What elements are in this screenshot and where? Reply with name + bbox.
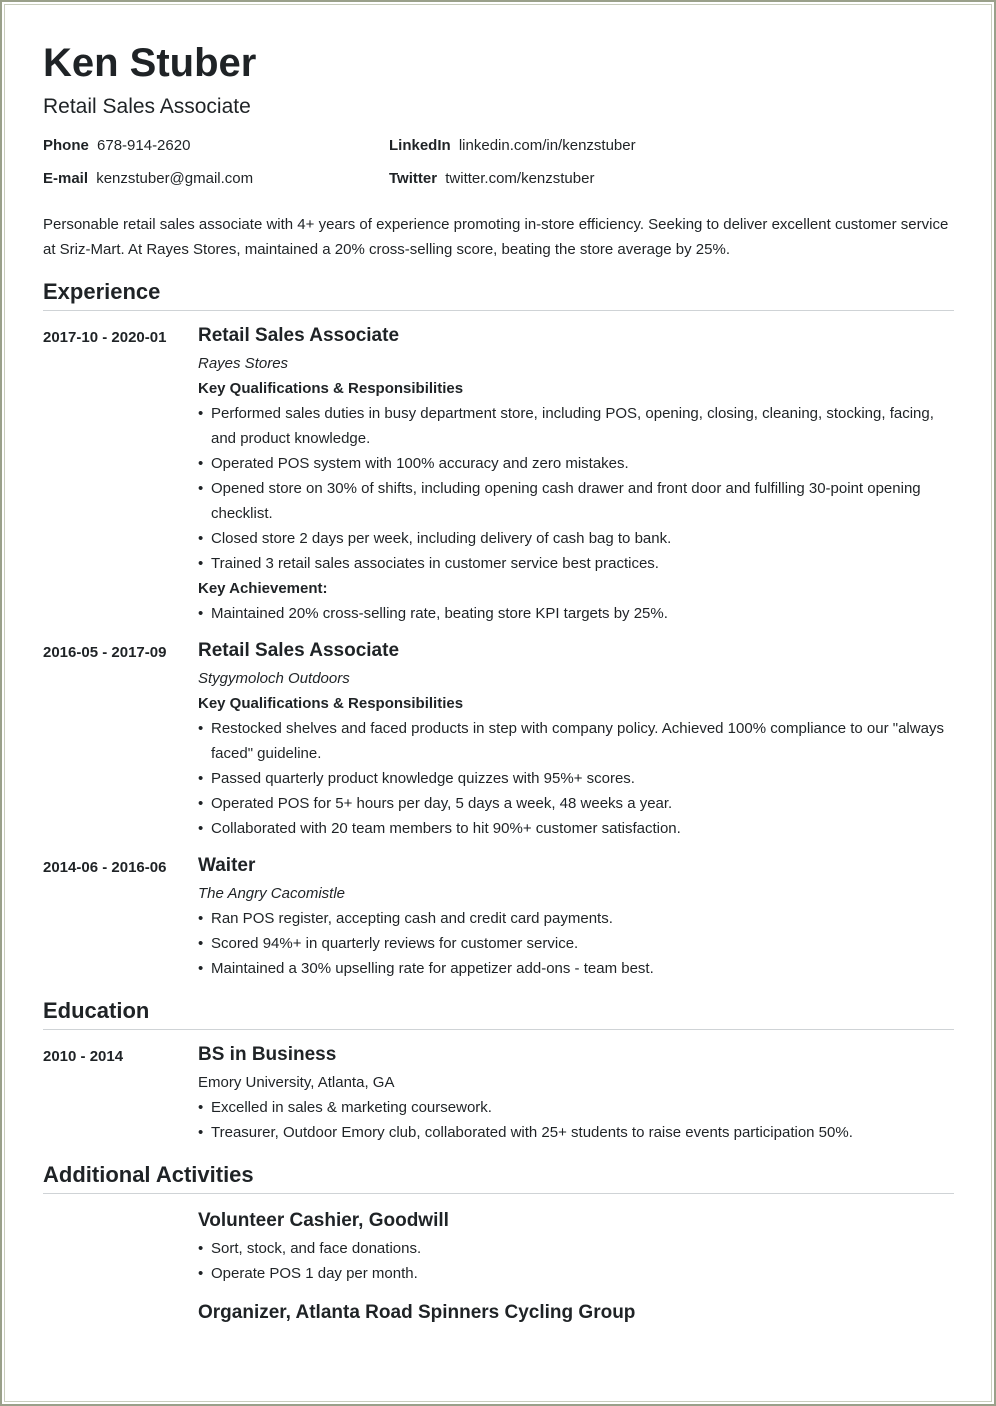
job-title: Retail Sales Associate — [198, 640, 400, 661]
activity-list — [198, 1236, 954, 1286]
job-details — [198, 638, 954, 841]
education-entry — [43, 1042, 954, 1145]
linkedin-value: linkedin.com/in/kenzstuber — [458, 137, 636, 154]
degree-title: BS in Business — [198, 1044, 337, 1065]
profile-summary: Personable retail sales associate with 4+ years of experience promoting in-store efficiency. Seeking to deliver excellent customer service at Sriz-Mart. At Rayes Stores, maintained a 20% cross-selling score, beating the store average by 25%. — [43, 216, 949, 258]
achievements-list — [198, 601, 954, 626]
linkedin-label: LinkedIn — [389, 137, 451, 154]
education-dates: 2010 - 2014 — [43, 1048, 124, 1065]
company-name: Stygymoloch Outdoors — [198, 670, 350, 687]
list-item: • Operated POS for 5+ hours per day, 5 days a week, 48 weeks a year. — [198, 791, 954, 816]
contact-phone — [43, 137, 389, 155]
job-dates: 2017-10 - 2020-01 — [43, 329, 167, 346]
twitter-value: twitter.com/kenzstuber — [445, 170, 595, 187]
achievement-label: Key Achievement: — [198, 580, 328, 597]
list-item: • Collaborated with 20 team members to hit 90%+ customer satisfaction. — [198, 816, 954, 841]
responsibilities-label: Key Qualifications & Responsibilities — [198, 380, 464, 397]
company-name: Rayes Stores — [198, 355, 289, 372]
activities-spacer — [43, 1208, 198, 1328]
list-item: • Scored 94%+ in quarterly reviews for customer service. — [198, 931, 954, 956]
list-item: • Operate POS 1 day per month. — [198, 1261, 954, 1286]
list-item: • Maintained a 30% upselling rate for appetizer add-ons - team best. — [198, 956, 954, 981]
responsibilities-list — [198, 906, 954, 981]
job-dates: 2016-05 - 2017-09 — [43, 644, 167, 661]
activity-title: Organizer, Atlanta Road Spinners Cycling Group — [198, 1302, 636, 1323]
list-item: • Passed quarterly product knowledge quizzes with 95%+ scores. — [198, 766, 954, 791]
candidate-name: Ken Stuber — [43, 41, 257, 85]
list-item: • Performed sales duties in busy department store, including POS, opening, closing, cleaning, stocking, facing, and product knowledge. — [198, 401, 954, 451]
list-item: • Closed store 2 days per week, including delivery of cash bag to bank. — [198, 526, 954, 551]
list-item: • Ran POS register, accepting cash and credit card payments. — [198, 906, 954, 931]
list-item: • Sort, stock, and face donations. — [198, 1236, 954, 1261]
responsibilities-list — [198, 401, 954, 576]
twitter-label: Twitter — [389, 170, 438, 187]
education-heading: Education — [43, 997, 954, 1030]
contact-twitter — [389, 170, 954, 188]
resume — [43, 40, 954, 1328]
company-name: The Angry Cacomistle — [198, 885, 345, 902]
school-name: Emory University, Atlanta, GA — [198, 1074, 395, 1091]
experience-entry — [43, 638, 954, 841]
contact-info — [43, 137, 954, 188]
activity-item — [198, 1300, 954, 1326]
education-list — [198, 1095, 954, 1145]
job-details — [198, 853, 954, 981]
job-details — [198, 323, 954, 626]
list-item: • Maintained 20% cross-selling rate, beating store KPI targets by 25%. — [198, 601, 954, 626]
responsibilities-list — [198, 716, 954, 841]
activity-title: Volunteer Cashier, Goodwill — [198, 1210, 449, 1231]
contact-linkedin — [389, 137, 954, 155]
candidate-role: Retail Sales Associate — [43, 95, 251, 118]
experience-entry — [43, 323, 954, 626]
list-item: • Excelled in sales & marketing coursework. — [198, 1095, 954, 1120]
phone-label: Phone — [43, 137, 89, 154]
list-item: • Treasurer, Outdoor Emory club, collaborated with 25+ students to raise events participation 50%. — [198, 1120, 954, 1145]
list-item: • Trained 3 retail sales associates in customer service best practices. — [198, 551, 954, 576]
activities-entry — [43, 1208, 954, 1328]
job-title: Retail Sales Associate — [198, 325, 400, 346]
job-title: Waiter — [198, 855, 256, 876]
email-value: kenzstuber@gmail.com — [96, 170, 254, 187]
experience-entry — [43, 853, 954, 981]
activity-item — [198, 1208, 954, 1286]
list-item: • Restocked shelves and faced products in step with company policy. Achieved 100% compliance to our "always faced" guideline. — [198, 716, 954, 766]
email-label: E-mail — [43, 170, 89, 187]
job-dates: 2014-06 - 2016-06 — [43, 859, 167, 876]
contact-email — [43, 170, 389, 188]
list-item: • Operated POS system with 100% accuracy and zero mistakes. — [198, 451, 954, 476]
education-details — [198, 1042, 954, 1145]
responsibilities-label: Key Qualifications & Responsibilities — [198, 695, 464, 712]
list-item: • Opened store on 30% of shifts, including opening cash drawer and front door and fulfilling 30-point opening checklist. — [198, 476, 954, 526]
activities-details — [198, 1208, 954, 1328]
experience-heading: Experience — [43, 278, 954, 311]
activities-heading: Additional Activities — [43, 1161, 954, 1194]
phone-value: 678-914-2620 — [97, 137, 191, 154]
